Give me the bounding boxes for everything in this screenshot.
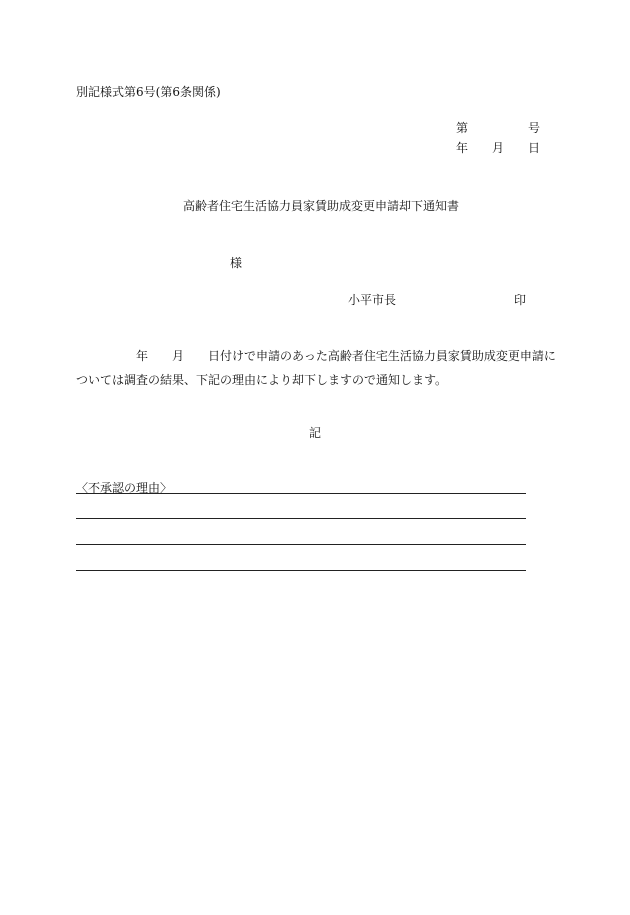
body-year-label: 年 — [136, 349, 149, 363]
reason-label: 〈不承認の理由〉 — [76, 481, 173, 495]
reason-line-2 — [76, 518, 526, 519]
ki-heading: 記 — [308, 426, 321, 440]
document-number-prefix: 第 — [456, 121, 469, 135]
body-line-2: ついては調査の結果、下記の理由により却下しますので通知します。 — [76, 373, 448, 387]
date-day-label: 日 — [528, 141, 541, 155]
seal-mark: 印 — [514, 293, 527, 307]
body-line-1 — [76, 349, 556, 363]
reason-line-4 — [76, 570, 526, 571]
body-line-1-text: 日付けで申請のあった高齢者住宅生活協力員家賃助成変更申請に — [208, 349, 556, 363]
date-month-label: 月 — [492, 141, 505, 155]
addressee-honorific: 様 — [230, 256, 243, 270]
document-number-suffix: 号 — [528, 121, 541, 135]
reason-line-1 — [76, 493, 526, 494]
document-title: 高齢者住宅生活協力員家賃助成変更申請却下通知書 — [182, 199, 459, 213]
reason-line-3 — [76, 544, 526, 545]
date-year-label: 年 — [456, 141, 469, 155]
body-month-label: 月 — [172, 349, 185, 363]
form-label: 別記様式第6号(第6条関係) — [76, 85, 221, 99]
sender-name: 小平市長 — [348, 293, 397, 307]
